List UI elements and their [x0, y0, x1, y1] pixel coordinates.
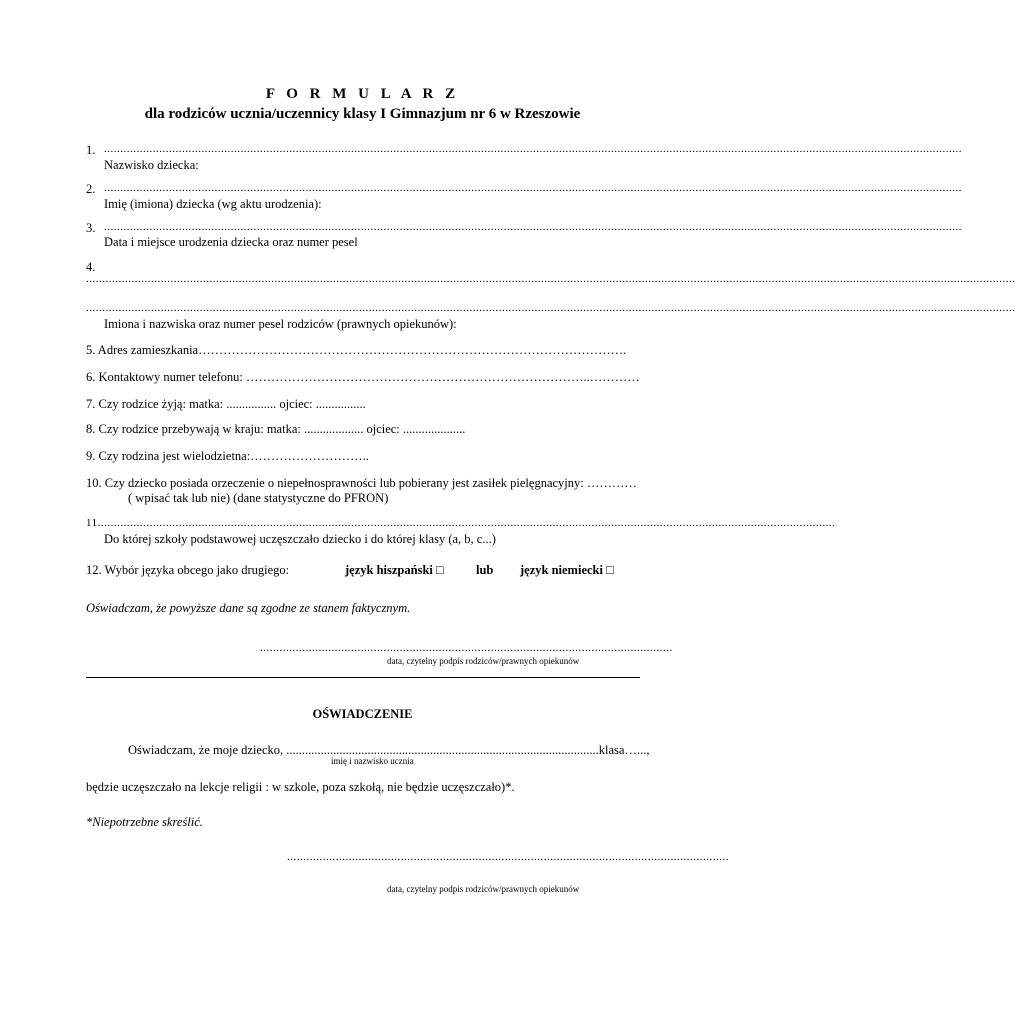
field-6-phone[interactable]: 6. Kontaktowy numer telefonu: ………………………………………………………………………..………… [86, 370, 640, 384]
field-3-input-line[interactable]: ........................................................................................................................................................................................................................................................................ [104, 221, 962, 233]
signature-caption-1: data, czytelny podpis rodziców/prawnych opiekunów [387, 656, 580, 666]
field-1-label: Nazwisko dziecka: [104, 158, 199, 172]
field-9-large-family[interactable]: 9. Czy rodzina jest wielodzietna:……………………….. [86, 449, 369, 463]
field-3-label: Data i miejsce urodzenia dziecka oraz numer pesel [104, 235, 358, 249]
form-title: F O R M U L A R Z [265, 86, 460, 102]
signature-line-1[interactable]: ............................................................................................................................... [260, 642, 673, 654]
form-subtitle: dla rodziców ucznia/uczennicy klasy I Gimnazjum nr 6 w Rzeszowie [144, 106, 581, 122]
field-10-note: ( wpisać tak lub nie) (dane statystyczne do PFRON) [128, 491, 389, 505]
field-8-parents-in-country[interactable]: 8. Czy rodzice przebywają w kraju: matka: ................... ojciec: .................... [86, 422, 466, 436]
religion-attendance-statement[interactable]: będzie uczęszczało na lekcje religii : w szkole, poza szkołą, nie będzie uczęszczało)*. [86, 780, 515, 794]
data-accuracy-statement: Oświadczam, że powyższe dane są zgodne ze stanem faktycznym. [86, 601, 411, 615]
field-11-input-line[interactable]: 11................................................................................................................................................................................................................................... [86, 517, 836, 529]
child-name-class-field[interactable]: Oświadczam, że moje dziecko, ....................................................................................................klasa…..., [128, 743, 650, 757]
field-7-parents-alive[interactable]: 7. Czy rodzice żyją: matka: ................ ojciec: ................ [86, 397, 366, 411]
field-10-disability[interactable]: 10. Czy dziecko posiada orzeczenie o niepełnosprawności lub pobierany jest zasiłek pielęgnacyjny: ………… [86, 476, 637, 490]
field-12-label: 12. Wybór języka obcego jako drugiego: [86, 563, 290, 577]
field-11-label: Do której szkoły podstawowej uczęszczało dziecko i do której klasy (a, b, c...) [104, 532, 496, 546]
or-label: lub [476, 563, 494, 577]
signature-line-2[interactable]: ........................................................................................................................................ [287, 851, 729, 863]
child-name-caption: imię i nazwisko ucznia [331, 756, 414, 766]
field-4-label: Imiona i nazwiska oraz numer pesel rodziców (prawnych opiekunów): [104, 317, 457, 331]
signature-caption-2: data, czytelny podpis rodziców/prawnych opiekunów [387, 884, 580, 894]
field-2-label: Imię (imiona) dziecka (wg aktu urodzenia): [104, 197, 322, 211]
field-3-number: 3. [86, 221, 96, 235]
field-4-number: 4. [86, 260, 96, 274]
field-1-input-line[interactable]: ........................................................................................................................................................................................................................................................................ [104, 143, 962, 155]
field-4-input-line-1[interactable]: .............................................................................................................................................................................................................................................................................................. [86, 273, 1016, 285]
field-4-input-line-2[interactable]: .............................................................................................................................................................................................................................................................................................. [86, 302, 1016, 314]
field-2-number: 2. [86, 182, 96, 196]
field-5-address[interactable]: 5. Adres zamieszkania…………………………………………………………………………………………. [86, 343, 627, 357]
footnote: *Niepotrzebne skreślić. [86, 815, 203, 829]
field-2-input-line[interactable]: ........................................................................................................................................................................................................................................................................ [104, 182, 962, 194]
spanish-language-checkbox[interactable]: język hiszpański □ [345, 563, 444, 577]
field-1-number: 1. [86, 143, 96, 157]
german-language-checkbox[interactable]: język niemiecki □ [520, 563, 614, 577]
section-divider [86, 677, 640, 678]
declaration-heading: OŚWIADCZENIE [312, 707, 413, 721]
